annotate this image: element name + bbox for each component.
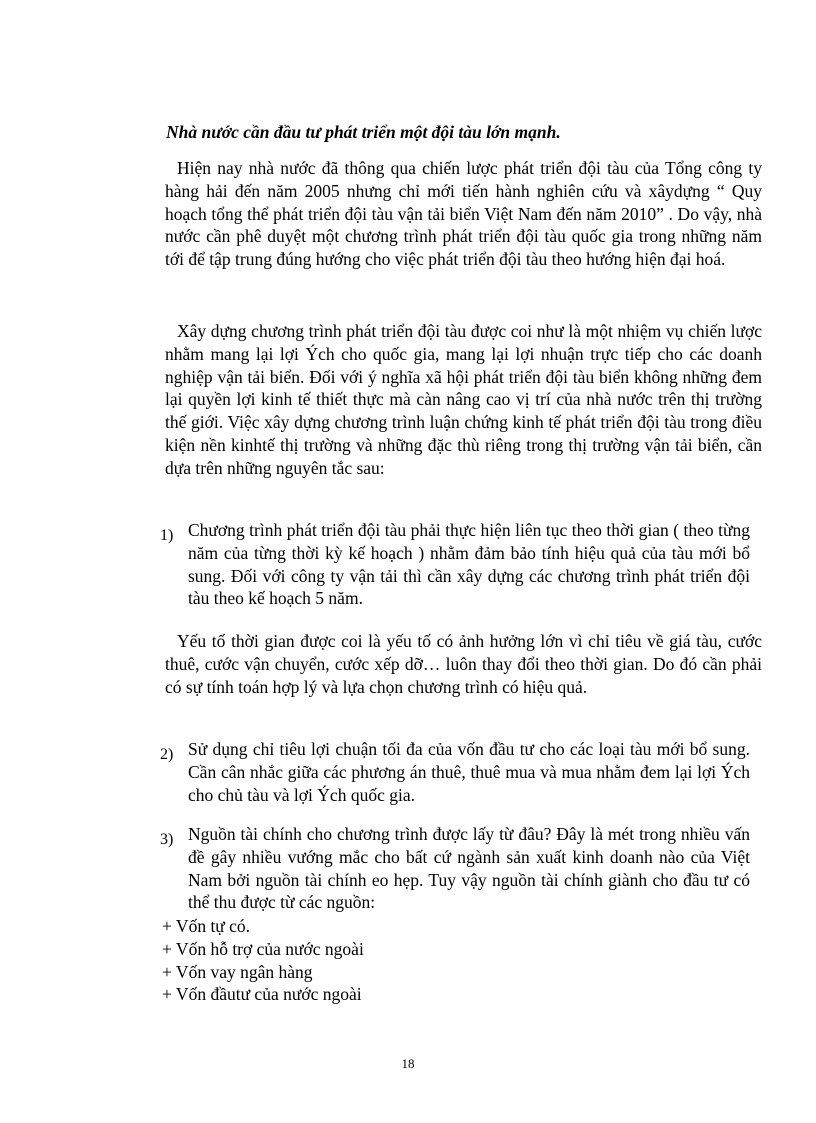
item-text: Nguồn tài chính cho chương trình được lấy từ đâu? Đây là mét trong nhiều vấn đề gây nhiều vướng mắc cho bất cứ ngành sản xuất kinh doanh nào của Việt Nam bởi nguồn tài chính eo hẹp. Tuy vậy nguồn tài chính giành cho đầu tư có thể thu được từ các nguồn:: [188, 824, 750, 913]
item-number: 2): [160, 746, 174, 763]
item-number: 3): [160, 831, 174, 848]
item-text: Sử dụng chỉ tiêu lợi chuận tối đa của vốn đầu tư cho các loại tàu mới bổ sung. Cần cân nhắc giữa các phương án thuê, thuê mua và mua nhằm đem lại lợi Ých cho chủ tàu và lợi Ých quốc gia.: [188, 739, 750, 805]
list-item: + Vốn vay ngân hàng: [162, 961, 313, 982]
list-item: + Vốn hỗ trợ của nước ngoài: [162, 938, 364, 959]
list-item: + Vốn tự có.: [162, 916, 251, 936]
section-heading: Nhà nước cần đầu tư phát triển một đội tàu lớn mạnh.: [166, 122, 561, 142]
item-text: Chương trình phát triển đội tàu phải thực hiện liên tục theo thời gian ( theo từng năm của từng thời kỳ kế hoạch ) nhằm đảm bảo tính hiệu quả của tàu mới bổ sung. Đối với công ty vận tải thì cần xây dựng các chương trình phát triển đội tàu theo kế hoạch 5 năm.: [188, 520, 750, 609]
list-item: + Vốn đầutư của nước ngoài: [162, 984, 362, 1005]
page-number: 18: [401, 1056, 415, 1071]
funding-sources-list: [162, 915, 562, 1006]
paragraph-2: Xây dựng chương trình phát triển đội tàu được coi như là một nhiệm vụ chiến lược nhằm mang lại lợi Ých cho quốc gia, mang lại lợi nhuận trực tiếp cho các doanh nghiệp vận tải biển. Đối với ý nghĩa xã hội phát triển đội tàu biển không những đem lại quyền lợi kinh tế thiết thực mà càn nâng cao vị trí của nhà nước trên thị trường thế giới. Việc xây dựng chương trình luận chứng kinh tế phát triển đội tàu trong điều kiện nền kinhtế thị trường và những đặc thù riêng trong thị trường vận tải biển, cần dựa trên những nguyên tắc sau:: [165, 321, 762, 478]
item-number: 1): [160, 527, 174, 544]
paragraph-1: Hiện nay nhà nước đã thông qua chiến lược phát triển đội tàu của Tổng công ty hàng hải đến năm 2005 nhưng chỉ mới tiến hành nghiên cứu và xâydựng “ Quy hoạch tổng thể phát triển đội tàu vận tải biển Việt Nam đến năm 2010” . Do vậy, nhà nước cần phê duyệt một chương trình phát triển đội tàu quốc gia trong những năm tới để tập trung đúng hướng cho việc phát triển đội tàu theo hướng hiện đại hoá.: [165, 158, 762, 270]
paragraph-between: Yếu tố thời gian được coi là yếu tố có ảnh hưởng lớn vì chỉ tiêu về giá tàu, cước thuê, cước vận chuyển, cước xếp dỡ… luôn thay đổi theo thời gian. Do đó cần phải có sự tính toán hợp lý và lựa chọn chương trình có hiệu quả.: [165, 631, 762, 697]
